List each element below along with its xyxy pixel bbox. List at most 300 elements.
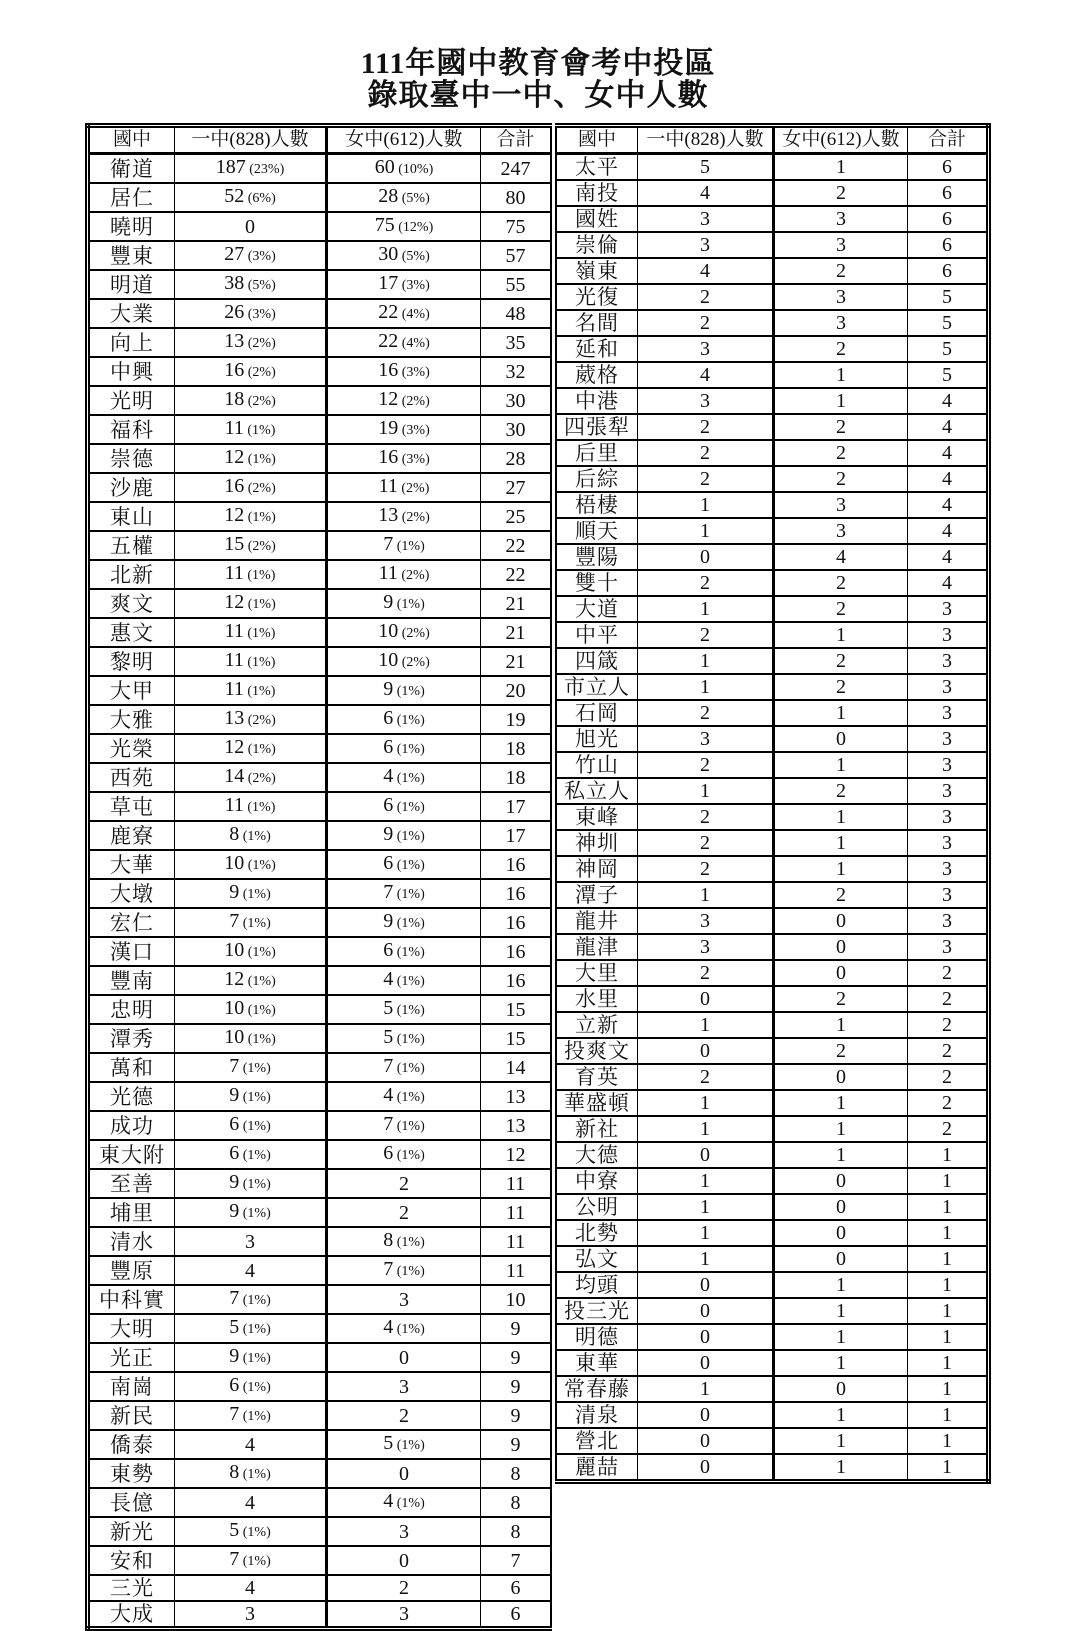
total-cell: 8 xyxy=(481,1459,552,1488)
first-hs-count-cell xyxy=(175,1517,327,1546)
count-value: 1 xyxy=(700,1378,710,1400)
school-name-cell: 向上 xyxy=(88,328,175,357)
first-hs-count-cell xyxy=(175,212,327,241)
total-cell: 11 xyxy=(481,1256,552,1285)
girls-hs-count-cell xyxy=(327,821,481,850)
count-value: 1 xyxy=(700,1222,710,1244)
first-hs-count-cell xyxy=(175,444,327,473)
count-percent: (1%) xyxy=(244,945,276,960)
girls-hs-count-cell xyxy=(327,1575,481,1601)
table-row xyxy=(556,232,989,258)
count-value: 5 xyxy=(700,156,710,178)
total-cell: 2 xyxy=(908,1038,989,1064)
table-row xyxy=(556,362,989,388)
first-hs-count-cell xyxy=(638,1246,774,1272)
total-cell: 4 xyxy=(908,466,989,492)
count-value: 6 xyxy=(383,736,394,758)
count-value: 1 xyxy=(836,390,846,412)
first-hs-count-cell xyxy=(638,674,774,700)
table-row xyxy=(556,908,989,934)
girls-hs-count-cell xyxy=(327,1285,481,1314)
count-value: 7 xyxy=(383,881,394,903)
girls-hs-count-cell xyxy=(774,804,908,830)
school-name-cell: 四箴 xyxy=(556,648,638,674)
total-cell: 1 xyxy=(908,1454,989,1482)
first-hs-count-cell xyxy=(175,1256,327,1285)
count-value: 16 xyxy=(224,475,245,497)
table-row xyxy=(556,414,989,440)
first-hs-count-cell xyxy=(638,778,774,804)
count-value: 2 xyxy=(399,1201,409,1224)
total-cell: 14 xyxy=(481,1053,552,1082)
total-cell: 9 xyxy=(481,1314,552,1343)
count-value: 0 xyxy=(700,1326,710,1348)
table-row xyxy=(556,986,989,1012)
first-hs-count-cell xyxy=(638,908,774,934)
count-value: 2 xyxy=(700,1066,710,1088)
first-hs-count-cell xyxy=(638,492,774,518)
count-percent: (2%) xyxy=(244,336,276,351)
count-percent: (1%) xyxy=(393,1235,425,1250)
school-name-cell: 太平 xyxy=(556,154,638,181)
total-cell: 28 xyxy=(481,444,552,473)
girls-hs-count-cell xyxy=(327,763,481,792)
count-percent: (2%) xyxy=(398,655,430,670)
count-value: 1 xyxy=(836,364,846,386)
count-value: 10 xyxy=(378,649,399,671)
count-percent: (6%) xyxy=(244,191,276,206)
count-value: 6 xyxy=(229,1374,240,1396)
girls-hs-count-cell xyxy=(774,1428,908,1454)
girls-hs-count-cell xyxy=(774,960,908,986)
count-value: 1 xyxy=(700,520,710,542)
count-percent: (1%) xyxy=(393,1148,425,1163)
school-name-cell: 漢口 xyxy=(88,937,175,966)
count-value: 4 xyxy=(700,182,710,204)
first-hs-count-cell xyxy=(638,440,774,466)
count-percent: (1%) xyxy=(244,597,276,612)
table-row xyxy=(88,1082,552,1111)
count-value: 4 xyxy=(383,1084,394,1106)
school-name-cell: 育英 xyxy=(556,1064,638,1090)
school-name-cell: 龍津 xyxy=(556,934,638,960)
count-value: 4 xyxy=(245,1433,255,1456)
count-value: 12 xyxy=(224,736,245,758)
first-hs-count-cell xyxy=(638,466,774,492)
count-value: 27 xyxy=(224,243,245,265)
count-percent: (1%) xyxy=(393,916,425,931)
count-value: 2 xyxy=(700,624,710,646)
school-name-cell: 后里 xyxy=(556,440,638,466)
count-value: 2 xyxy=(399,1404,409,1427)
count-value: 12 xyxy=(224,504,245,526)
girls-hs-count-cell xyxy=(774,1142,908,1168)
girls-hs-count-cell xyxy=(327,937,481,966)
table-row xyxy=(556,180,989,206)
girls-hs-count-cell xyxy=(327,676,481,705)
school-name-cell: 宏仁 xyxy=(88,908,175,937)
count-percent: (1%) xyxy=(239,1177,271,1192)
first-hs-count-cell xyxy=(638,882,774,908)
count-value: 0 xyxy=(700,1404,710,1426)
count-value: 4 xyxy=(836,546,846,568)
count-value: 26 xyxy=(224,301,245,323)
girls-hs-count-cell xyxy=(774,440,908,466)
school-name-cell: 北新 xyxy=(88,560,175,589)
girls-hs-count-cell xyxy=(774,1116,908,1142)
count-value: 15 xyxy=(224,533,245,555)
table-row xyxy=(88,734,552,763)
school-name-cell: 福科 xyxy=(88,415,175,444)
school-name-cell: 東大附 xyxy=(88,1140,175,1169)
count-value: 6 xyxy=(383,794,394,816)
table-row xyxy=(556,1012,989,1038)
school-name-cell: 華盛頓 xyxy=(556,1090,638,1116)
count-value: 10 xyxy=(224,939,245,961)
count-percent: (1%) xyxy=(393,829,425,844)
girls-hs-count-cell xyxy=(774,154,908,181)
school-name-cell: 豐東 xyxy=(88,241,175,270)
total-cell: 1 xyxy=(908,1220,989,1246)
total-cell: 16 xyxy=(481,908,552,937)
count-percent: (1%) xyxy=(393,1032,425,1047)
count-value: 22 xyxy=(378,330,399,352)
first-hs-count-cell xyxy=(638,1272,774,1298)
school-name-cell: 南崗 xyxy=(88,1372,175,1401)
total-cell: 2 xyxy=(908,1064,989,1090)
school-name-cell: 惠文 xyxy=(88,618,175,647)
first-hs-count-cell xyxy=(638,1038,774,1064)
first-hs-count-cell xyxy=(175,1198,327,1227)
first-hs-count-cell xyxy=(638,414,774,440)
school-name-cell: 投三光 xyxy=(556,1298,638,1324)
count-percent: (3%) xyxy=(244,249,276,264)
table-row xyxy=(88,270,552,299)
count-value: 2 xyxy=(836,260,846,282)
girls-hs-count-cell xyxy=(774,882,908,908)
count-value: 3 xyxy=(700,936,710,958)
first-hs-count-cell xyxy=(638,1324,774,1350)
girls-hs-count-cell xyxy=(327,415,481,444)
count-value: 2 xyxy=(836,1040,846,1062)
total-cell: 57 xyxy=(481,241,552,270)
table-row xyxy=(556,622,989,648)
first-hs-count-cell xyxy=(638,232,774,258)
school-name-cell: 長億 xyxy=(88,1488,175,1517)
table-row xyxy=(88,995,552,1024)
count-value: 3 xyxy=(399,1288,409,1311)
count-percent: (1%) xyxy=(393,1090,425,1105)
count-value: 5 xyxy=(229,1519,240,1541)
count-value: 6 xyxy=(383,852,394,874)
first-hs-count-cell xyxy=(175,1053,327,1082)
count-percent: (2%) xyxy=(244,394,276,409)
table-row xyxy=(556,1454,989,1482)
first-hs-count-cell xyxy=(638,596,774,622)
school-name-cell: 東峰 xyxy=(556,804,638,830)
first-hs-count-cell xyxy=(175,589,327,618)
total-cell: 3 xyxy=(908,804,989,830)
count-value: 5 xyxy=(383,997,394,1019)
table-row xyxy=(88,415,552,444)
first-hs-count-cell xyxy=(175,850,327,879)
total-cell: 4 xyxy=(908,544,989,570)
school-name-cell: 崇德 xyxy=(88,444,175,473)
count-value: 12 xyxy=(224,591,245,613)
table-row xyxy=(88,1111,552,1140)
count-value: 1 xyxy=(836,1456,846,1478)
school-name-cell: 梧棲 xyxy=(556,492,638,518)
girls-hs-count-cell xyxy=(327,705,481,734)
school-name-cell: 光明 xyxy=(88,386,175,415)
count-value: 1 xyxy=(836,1092,846,1114)
girls-hs-count-cell xyxy=(774,310,908,336)
table-row xyxy=(556,310,989,336)
total-cell: 6 xyxy=(908,258,989,284)
count-value: 11 xyxy=(224,620,244,642)
count-value: 3 xyxy=(836,208,846,230)
school-name-cell: 中平 xyxy=(556,622,638,648)
first-hs-count-cell xyxy=(638,726,774,752)
count-value: 1 xyxy=(836,754,846,776)
table-row xyxy=(556,258,989,284)
count-value: 1 xyxy=(700,1196,710,1218)
count-percent: (1%) xyxy=(239,1061,271,1076)
count-percent: (1%) xyxy=(239,887,271,902)
table-row xyxy=(88,821,552,850)
school-name-cell: 竹山 xyxy=(556,752,638,778)
girls-hs-count-cell xyxy=(774,1402,908,1428)
count-value: 2 xyxy=(700,858,710,880)
count-value: 1 xyxy=(836,858,846,880)
count-percent: (3%) xyxy=(398,423,430,438)
school-name-cell: 弘文 xyxy=(556,1246,638,1272)
school-name-cell: 明德 xyxy=(556,1324,638,1350)
count-value: 5 xyxy=(383,1432,394,1454)
table-row xyxy=(88,357,552,386)
count-percent: (1%) xyxy=(239,1119,271,1134)
count-value: 2 xyxy=(836,416,846,438)
count-percent: (1%) xyxy=(244,1032,276,1047)
school-name-cell: 草屯 xyxy=(88,792,175,821)
count-value: 2 xyxy=(836,468,846,490)
count-value: 2 xyxy=(700,416,710,438)
first-hs-count-cell xyxy=(175,995,327,1024)
girls-hs-count-cell xyxy=(774,206,908,232)
col-header-first-hs: 一中(828)人數 xyxy=(638,126,774,154)
table-row xyxy=(556,648,989,674)
girls-hs-count-cell xyxy=(774,570,908,596)
table-row xyxy=(556,1168,989,1194)
girls-hs-count-cell xyxy=(774,1194,908,1220)
count-percent: (1%) xyxy=(393,1322,425,1337)
total-cell: 6 xyxy=(908,180,989,206)
girls-hs-count-cell xyxy=(327,1053,481,1082)
count-value: 1 xyxy=(836,1326,846,1348)
table-row xyxy=(88,473,552,502)
count-percent: (1%) xyxy=(393,1119,425,1134)
girls-hs-count-cell xyxy=(774,232,908,258)
table-row xyxy=(88,1256,552,1285)
table-row xyxy=(88,1198,552,1227)
girls-hs-count-cell xyxy=(774,622,908,648)
total-cell: 3 xyxy=(908,778,989,804)
first-hs-count-cell xyxy=(638,206,774,232)
table-row xyxy=(556,440,989,466)
count-value: 1 xyxy=(836,1274,846,1296)
count-value: 7 xyxy=(229,910,240,932)
count-value: 3 xyxy=(836,312,846,334)
table-row xyxy=(88,1372,552,1401)
school-name-cell: 清水 xyxy=(88,1227,175,1256)
total-cell: 4 xyxy=(908,570,989,596)
first-hs-count-cell xyxy=(175,299,327,328)
girls-hs-count-cell xyxy=(774,1038,908,1064)
school-name-cell: 安和 xyxy=(88,1546,175,1575)
first-hs-count-cell xyxy=(638,700,774,726)
table-row xyxy=(556,856,989,882)
count-percent: (1%) xyxy=(239,1554,271,1569)
first-hs-count-cell xyxy=(638,154,774,181)
school-name-cell: 大甲 xyxy=(88,676,175,705)
count-percent: (1%) xyxy=(239,829,271,844)
table-row xyxy=(88,1517,552,1546)
school-name-cell: 龍井 xyxy=(556,908,638,934)
first-hs-count-cell xyxy=(638,1350,774,1376)
total-cell: 9 xyxy=(481,1430,552,1459)
table-right-head xyxy=(556,126,989,154)
total-cell: 30 xyxy=(481,415,552,444)
school-name-cell: 水里 xyxy=(556,986,638,1012)
table-row xyxy=(556,1142,989,1168)
first-hs-count-cell xyxy=(175,1111,327,1140)
count-value: 0 xyxy=(836,1222,846,1244)
school-name-cell: 常春藤 xyxy=(556,1376,638,1402)
table-row xyxy=(556,1402,989,1428)
first-hs-count-cell xyxy=(638,284,774,310)
count-value: 17 xyxy=(378,272,399,294)
girls-hs-count-cell xyxy=(327,792,481,821)
count-value: 0 xyxy=(700,1144,710,1166)
count-percent: (1%) xyxy=(243,655,276,670)
table-row xyxy=(88,1430,552,1459)
count-value: 7 xyxy=(229,1403,240,1425)
table-row xyxy=(556,752,989,778)
first-hs-count-cell xyxy=(175,386,327,415)
total-cell: 16 xyxy=(481,879,552,908)
count-percent: (2%) xyxy=(244,539,276,554)
total-cell: 18 xyxy=(481,734,552,763)
school-name-cell: 僑泰 xyxy=(88,1430,175,1459)
count-value: 11 xyxy=(224,417,244,439)
table-row xyxy=(88,444,552,473)
first-hs-count-cell xyxy=(175,1459,327,1488)
girls-hs-count-cell xyxy=(327,879,481,908)
col-header-girls-hs: 女中(612)人數 xyxy=(327,126,481,154)
count-value: 0 xyxy=(399,1462,409,1485)
school-name-cell: 私立人 xyxy=(556,778,638,804)
school-name-cell: 石岡 xyxy=(556,700,638,726)
girls-hs-count-cell xyxy=(774,258,908,284)
table-row xyxy=(556,674,989,700)
first-hs-count-cell xyxy=(638,1012,774,1038)
table-row xyxy=(556,1038,989,1064)
girls-hs-count-cell xyxy=(327,1343,481,1372)
first-hs-count-cell xyxy=(175,328,327,357)
total-cell: 3 xyxy=(908,908,989,934)
count-value: 1 xyxy=(700,1170,710,1192)
count-value: 1 xyxy=(836,1118,846,1140)
first-hs-count-cell xyxy=(175,908,327,937)
admission-table-left xyxy=(85,123,552,1631)
count-value: 1 xyxy=(836,1352,846,1374)
count-value: 10 xyxy=(378,620,399,642)
count-value: 3 xyxy=(245,1230,255,1253)
col-header-total: 合計 xyxy=(481,126,552,154)
count-value: 0 xyxy=(245,215,255,238)
count-percent: (1%) xyxy=(393,742,425,757)
count-percent: (5%) xyxy=(398,249,430,264)
count-value: 11 xyxy=(378,562,398,584)
count-percent: (1%) xyxy=(393,1438,425,1453)
total-cell: 4 xyxy=(908,440,989,466)
count-value: 6 xyxy=(229,1113,240,1135)
girls-hs-count-cell xyxy=(327,966,481,995)
table-row xyxy=(88,241,552,270)
total-cell: 9 xyxy=(481,1343,552,1372)
count-value: 1 xyxy=(836,832,846,854)
school-name-cell: 大道 xyxy=(556,596,638,622)
count-value: 0 xyxy=(700,1430,710,1452)
total-cell: 21 xyxy=(481,589,552,618)
girls-hs-count-cell xyxy=(327,1517,481,1546)
girls-hs-count-cell xyxy=(774,726,908,752)
count-percent: (2%) xyxy=(244,481,276,496)
table-row xyxy=(88,299,552,328)
first-hs-count-cell xyxy=(638,258,774,284)
girls-hs-count-cell xyxy=(327,1024,481,1053)
first-hs-count-cell xyxy=(638,1090,774,1116)
count-value: 0 xyxy=(700,988,710,1010)
count-value: 16 xyxy=(378,359,399,381)
count-value: 4 xyxy=(245,1259,255,1282)
count-percent: (1%) xyxy=(244,452,276,467)
count-percent: (23%) xyxy=(245,162,285,177)
total-cell: 1 xyxy=(908,1142,989,1168)
total-cell: 32 xyxy=(481,357,552,386)
count-value: 1 xyxy=(700,1118,710,1140)
total-cell: 1 xyxy=(908,1402,989,1428)
count-value: 2 xyxy=(700,286,710,308)
count-value: 13 xyxy=(378,504,399,526)
count-value: 2 xyxy=(700,312,710,334)
first-hs-count-cell xyxy=(175,531,327,560)
count-percent: (4%) xyxy=(398,336,430,351)
admission-table-right xyxy=(555,123,991,1484)
table-row xyxy=(556,544,989,570)
first-hs-count-cell xyxy=(638,1116,774,1142)
table-row xyxy=(88,792,552,821)
girls-hs-count-cell xyxy=(774,1090,908,1116)
count-percent: (1%) xyxy=(243,423,276,438)
girls-hs-count-cell xyxy=(327,444,481,473)
girls-hs-count-cell xyxy=(327,1111,481,1140)
first-hs-count-cell xyxy=(638,1064,774,1090)
total-cell: 11 xyxy=(481,1227,552,1256)
count-value: 10 xyxy=(224,997,245,1019)
girls-hs-count-cell xyxy=(774,1012,908,1038)
girls-hs-count-cell xyxy=(327,241,481,270)
